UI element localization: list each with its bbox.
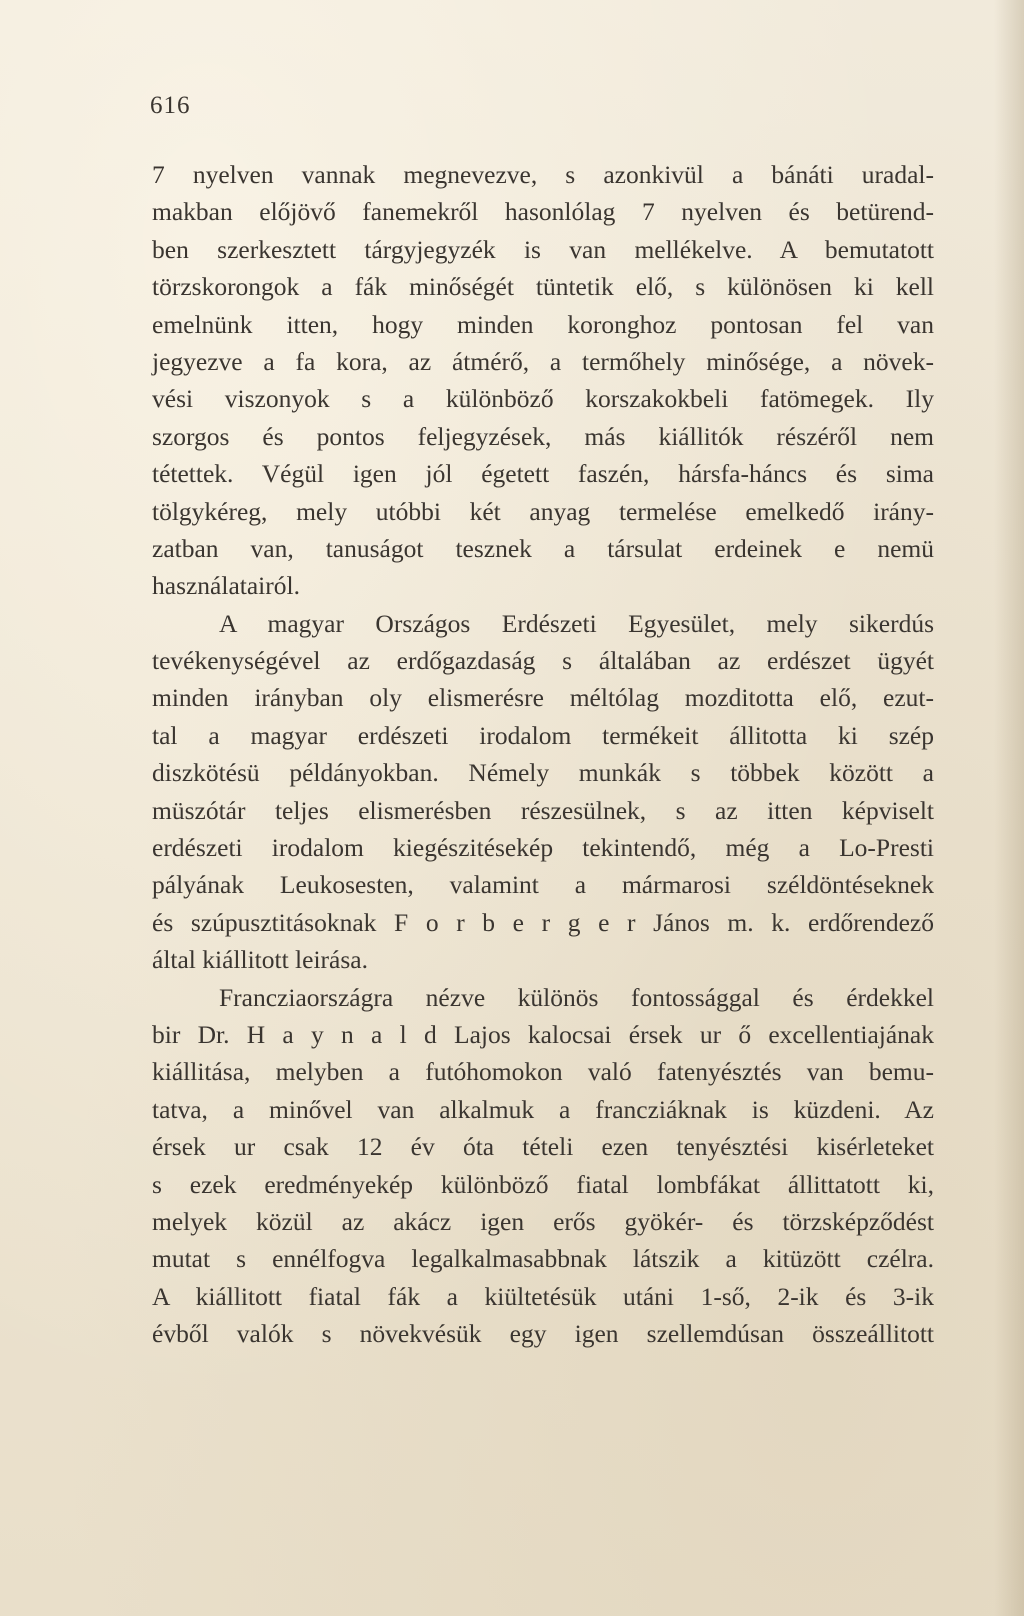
- text-line: müszótár teljes elismerésben részesülnek, s az itten képviselt: [152, 795, 934, 825]
- text-line: emelnünk itten, hogy minden koronghoz pontosan fel van: [152, 309, 934, 339]
- text-line: kiállitása, melyben a futóhomokon való fatenyésztés van bemu-: [152, 1057, 934, 1087]
- text-line: diszkötésü példányokban. Némely munkák s többek között a: [152, 758, 934, 788]
- text-line: tölgykéreg, mely utóbbi két anyag termelése emelkedő irány-: [152, 496, 934, 526]
- text-line: A magyar Országos Erdészeti Egyesület, mely sikerdús: [219, 608, 934, 638]
- text-line: melyek közül az akácz igen erős gyökér- és törzsképződést: [152, 1206, 934, 1236]
- text-line: tatva, a minővel van alkalmuk a francziáknak is küzdeni. Az: [152, 1094, 934, 1124]
- text-line: használatairól.: [152, 571, 300, 601]
- text-line: évből valók s növekvésük egy igen szellemdúsan összeállitott: [152, 1319, 934, 1349]
- text-line: jegyezve a fa kora, az átmérő, a termőhely minősége, a növek-: [152, 346, 934, 376]
- text-line: pályának Leukosesten, valamint a mármarosi széldöntéseknek: [152, 870, 934, 900]
- text-line: tal a magyar erdészeti irodalom termékeit állitotta ki szép: [152, 720, 934, 750]
- text-line: minden irányban oly elismerésre méltólag mozditotta elő, ezut-: [152, 683, 934, 713]
- text-line: tétettek. Végül igen jól égetett faszén, hársfa-háncs és sima: [152, 459, 934, 489]
- text-line: Francziaországra nézve különös fontossággal és érdekkel: [219, 982, 934, 1012]
- text-line: érsek ur csak 12 év óta tételi ezen tenyésztési kisérleteket: [152, 1132, 934, 1162]
- text-line: vési viszonyok s a különböző korszakokbeli fatömegek. Ily: [152, 384, 934, 414]
- text-line: tevékenységével az erdőgazdaság s általában az erdészet ügyét: [152, 646, 934, 676]
- text-line: A kiállitott fiatal fák a kiültetésük utáni 1-ső, 2-ik és 3-ik: [152, 1281, 934, 1311]
- page-number: 616: [150, 92, 191, 119]
- text-line: szorgos és pontos feljegyzések, más kiállitók részéről nem: [152, 421, 934, 451]
- text-line: mutat s ennélfogva legalkalmasabbnak látszik a kitüzött czélra.: [152, 1244, 934, 1274]
- text-line: és szúpusztitásoknak F o r b e r g e r János m. k. erdőrendező: [152, 907, 934, 937]
- text-line: törzskorongok a fák minőségét tüntetik elő, s különösen ki kell: [152, 272, 934, 302]
- text-line: 7 nyelven vannak megnevezve, s azonkivül a bánáti uradal-: [152, 160, 934, 189]
- text-line: makban előjövő fanemekről hasonlólag 7 nyelven és betürend-: [152, 197, 934, 227]
- text-line: erdészeti irodalom kiegészitésekép tekintendő, még a Lo-Presti: [152, 833, 934, 863]
- text-line: zatban van, tanuságot tesznek a társulat erdeinek e nemü: [152, 533, 934, 563]
- page-edge-shadow: [994, 0, 1024, 1616]
- text-line: által kiállitott leirása.: [152, 945, 368, 975]
- body-text: [152, 156, 934, 1353]
- text-line: bir Dr. H a y n a l d Lajos kalocsai érsek ur ő excellentiajának: [152, 1019, 934, 1049]
- text-line: s ezek eredményekép különböző fiatal lombfákat állittatott ki,: [152, 1169, 934, 1199]
- text-line: ben szerkesztett tárgyjegyzék is van mellékelve. A bemutatott: [152, 234, 934, 264]
